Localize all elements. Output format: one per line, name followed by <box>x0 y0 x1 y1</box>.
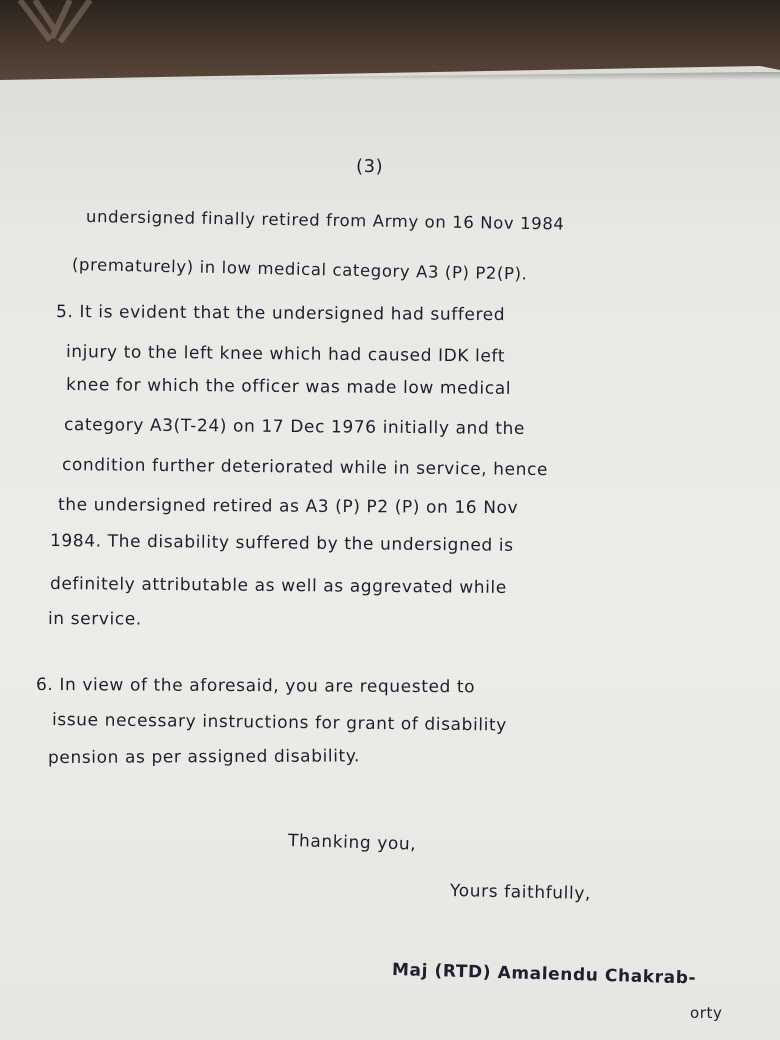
paragraph-5-line: 1984. The disability suffered by the undersigned is <box>49 531 514 556</box>
paragraph-5-line: definitely attributable as well as aggrevated while <box>49 574 507 598</box>
letter-line: (prematurely) in low medical category A3 (P) P2(P). <box>71 255 528 284</box>
paragraph-6-line: 6. In view of the aforesaid, you are requested to <box>35 675 476 698</box>
leaf-pattern-icon <box>10 0 100 60</box>
paragraph-5-line: in service. <box>47 609 142 630</box>
paragraph-5-line: injury to the left knee which had caused IDK left <box>65 342 506 367</box>
page-number: (3) <box>356 156 384 177</box>
paragraph-5-line: 5. It is evident that the undersigned had suffered <box>55 302 506 326</box>
signature-name: Maj (RTD) Amalendu Chakrab- <box>391 960 697 989</box>
paragraph-5-line: category A3(T-24) on 17 Dec 1976 initially and the <box>63 415 526 440</box>
closing-line: Yours faithfully, <box>449 881 592 904</box>
paragraph-5-line: condition further deteriorated while in service, hence <box>61 455 549 481</box>
paragraph-5-line: knee for which the officer was made low medical <box>65 375 512 399</box>
paragraph-6-line: issue necessary instructions for grant of disability <box>51 710 508 736</box>
signature-name-continued: orty <box>690 1004 723 1022</box>
thanks-line: Thanking you, <box>287 831 417 855</box>
paragraph-5-line: the undersigned retired as A3 (P) P2 (P) on 16 Nov <box>57 495 519 519</box>
letter-line: undersigned finally retired from Army on 16 Nov 1984 <box>85 207 565 234</box>
paragraph-6-line: pension as per assigned disability. <box>47 746 361 768</box>
